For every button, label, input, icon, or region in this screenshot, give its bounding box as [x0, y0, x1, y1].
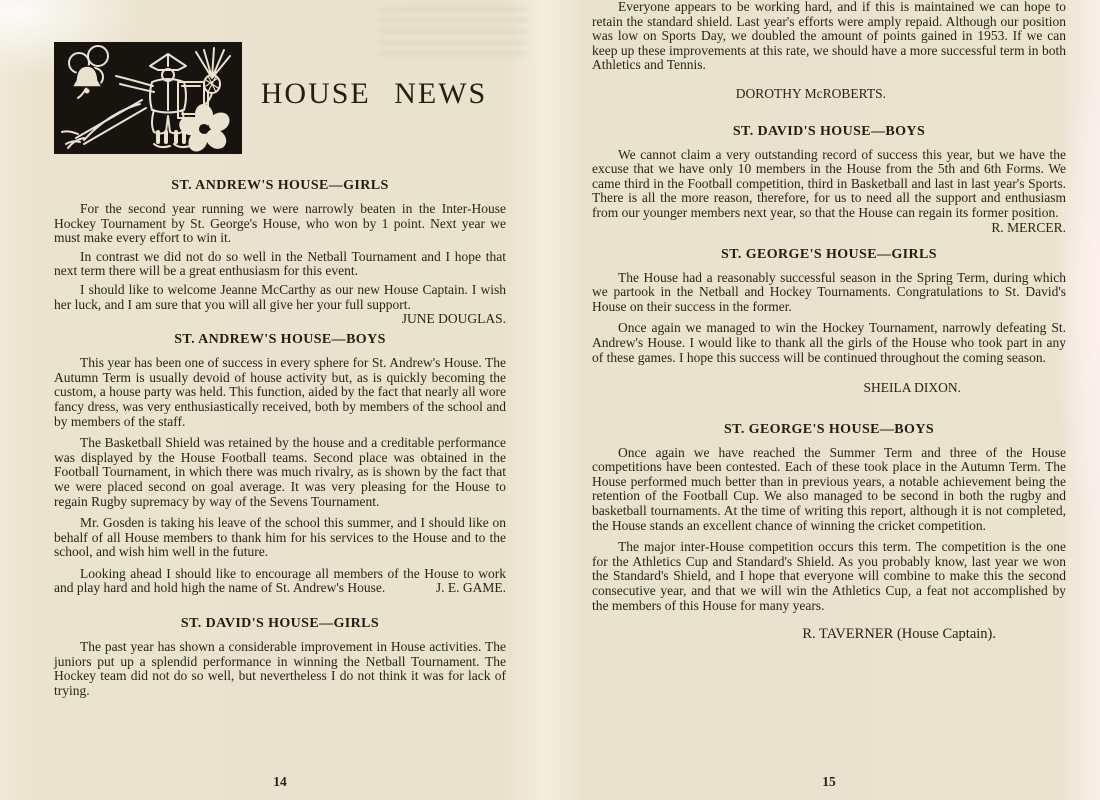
paragraph-with-signature: [54, 281, 506, 327]
paragraph-with-signature: [54, 567, 506, 596]
paragraph: The House had a reasonably successful season in the Spring Term, during which we partook in the Netball and Hockey Tournaments. Congratulations to St. David's House on their success in the former.: [592, 269, 1066, 314]
section-heading-st-davids-boys: ST. DAVID'S HOUSE—BOYS: [732, 123, 926, 139]
left-page: [54, 0, 506, 800]
signature-june-douglas: JUNE DOUGLAS.: [401, 311, 506, 327]
paragraph-with-signature: [592, 146, 1066, 235]
paragraph: Mr. Gosden is taking his leave of the school this summer, and I should like on behalf of all House members to thank him for his services to the House and to the school, and wish him well in the future.: [54, 515, 506, 560]
paragraph: For the second year running we were narrowly beaten in the Inter-House Hockey Tournament by St. George's House, who won by 1 point. Next year we must make every effort to win it.: [54, 201, 506, 246]
section-heading-st-georges-girls: ST. GEORGE'S HOUSE—GIRLS: [721, 246, 937, 262]
section-heading-st-georges-boys: ST. GEORGE'S HOUSE—BOYS: [723, 421, 935, 437]
page-number-left: 14: [273, 774, 287, 789]
page-header: [54, 42, 506, 154]
paragraph: Once again we managed to win the Hockey Tournament, narrowly defeating St. Andrew's House. I would like to thank all the girls of the House who took part in any of these games. I hope this success will be continued throughout the coming season.: [592, 320, 1066, 365]
house-crest-woodcut-illustration: [54, 42, 242, 154]
right-page: [592, 0, 1066, 800]
paragraph: The past year has shown a considerable improvement in House activities. The juniors put up a splendid performance in winning the Netball Tournament. The Hockey team did not do so well, but nevertheless I do not think it was for lack of trying.: [54, 639, 506, 698]
paragraph-text: I should like to welcome Jeanne McCarthy as our new House Captain. I wish her luck, and I am sure that you will all give her your full support.: [54, 281, 506, 312]
section-heading-st-andrews-girls: ST. ANDREW'S HOUSE—GIRLS: [171, 178, 389, 193]
page-number-right: 15: [822, 774, 836, 789]
paragraph: The major inter-House competition occurs this term. The competition is the one for the Athletics Cup and Standard's Shield. As you probably know, last year we won the Standard's Shield, and I hope that everyone will combine to make this the second consecutive year, and that we will win the Athletics Cup, a feat not accomplished by the members of this House for many years.: [592, 539, 1066, 613]
paragraph-text: We cannot claim a very outstanding record of success this year, but we have the excuse that we have only 10 members in the House from the 5th and 6th Forms. We came third in the Football competition, third in Basketball and last in last year's Sports. There is all the more reason, therefore, for us to need all the support and enthusiasm from our younger members next year, so that the House can regain its former position.: [592, 146, 1066, 220]
paragraph: This year has been one of success in every sphere for St. Andrew's House. The Autumn Term is usually devoid of house activity but, as is quickly becoming the custom, a house party was held. This function, aided by the fact that nearly all wore fancy dress, was very enthusiastically received, both by members of the school and by members of the staff.: [54, 355, 506, 429]
section-heading-st-davids-girls: ST. DAVID'S HOUSE—GIRLS: [180, 616, 380, 632]
signature-dorothy-mcroberts: DOROTHY McROBERTS.: [735, 85, 886, 101]
paragraph-continued: Everyone appears to be working hard, and if this is maintained we can hope to retain the standard shield. Last year's efforts were amply repaid. Although our position was low on Sports Day, we doubled the amount of points gained in 1953. If we can keep up these improvements at this rate, we should have a more successful term in both Athletics and Tennis.: [592, 0, 1066, 73]
signature-r-mercer: R. MERCER.: [991, 219, 1066, 235]
paragraph: The Basketball Shield was retained by the house and a creditable performance was displayed by the House Football teams. Second place was obtained in the Football Tournament, in which there was much rivalry, as is shown by the fact that we were placed second on goal average. It was very pleasing for the House to regain Rugby supremacy by way of the Sevens Tournament.: [54, 435, 506, 509]
paragraph: In contrast we did not do so well in the Netball Tournament and I hope that next term there will be a great enthusiasm for this event.: [54, 248, 506, 279]
signature-sheila-dixon: SHEILA DIXON.: [863, 380, 961, 396]
signature-r-taverner: R. TAVERNER (House Captain).: [802, 626, 996, 643]
paragraph-text: Looking ahead I should like to encourage all members of the House to work and play hard and hold high the name of St. Andrew's House.: [54, 565, 506, 596]
section-heading-st-andrews-boys: ST. ANDREW'S HOUSE—BOYS: [174, 332, 386, 348]
signature-j-e-game: J. E. GAME.: [435, 580, 506, 596]
paragraph: Once again we have reached the Summer Term and three of the House competitions have been contested. Each of these took place in the Autumn Term. The House performed much better than in previous years, a notable achievement being the retention of the Football Cup. We also managed to be second in both the rugby and basketball tournaments. At the time of writing this report, although it is not completed, the House stands an excellent chance of winning the cricket competition.: [592, 444, 1066, 533]
page-title: HOUSE NEWS: [260, 77, 488, 110]
